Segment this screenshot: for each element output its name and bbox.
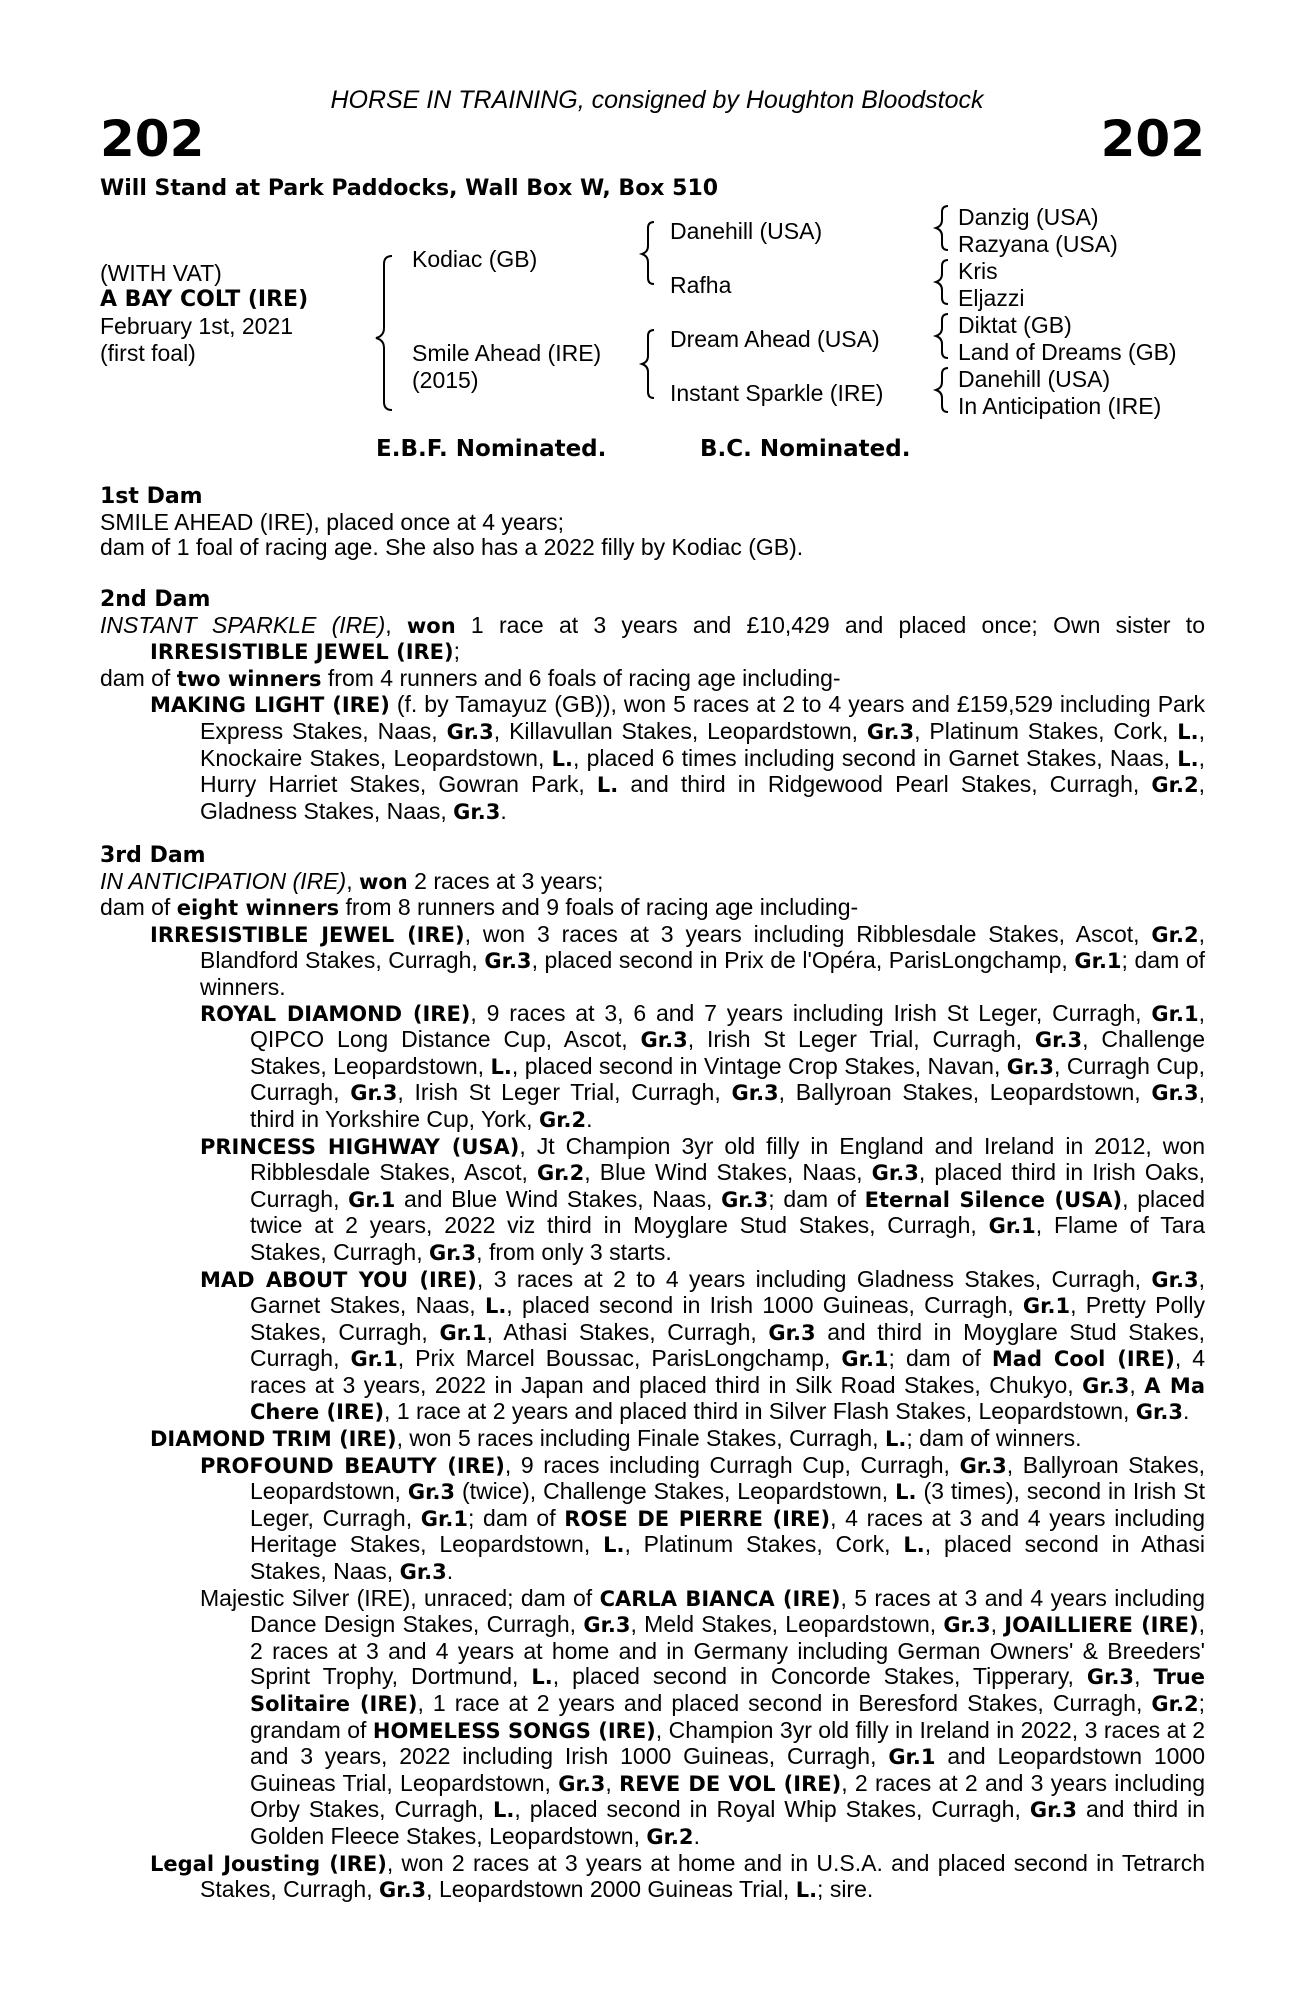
bold-term: Gr.3 (721, 1187, 769, 1212)
bold-term: L. (492, 1798, 515, 1823)
text: , Leopardstown 2000 Guineas Trial, (426, 1876, 796, 1903)
foal-note: (first foal) (100, 340, 196, 366)
bold-term: Gr.3 (1006, 1054, 1054, 1079)
text: and third in Ridgewood Pearl Stakes, Curragh, (618, 771, 1152, 798)
bold-term: L. (490, 1054, 512, 1079)
text: (3 times), second in Irish St Leger, Curragh, (250, 1478, 1205, 1531)
bold-term: Gr.2 (1151, 922, 1199, 947)
winners-count: eight winners (176, 896, 340, 921)
pedigree-sire-dam: Rafha (670, 272, 732, 298)
second-dam-entry: INSTANT SPARKLE (IRE), won 1 race at 3 years and £10,429 and placed once; Own sister to IRRESISTIBLE JEWEL (IRE); (100, 611, 1205, 665)
text: , Champion 3yr old filly in Ireland in 2022, 3 races at 2 and 3 years, 2022 including Irish 1000 Guineas, Curragh, (250, 1716, 1205, 1770)
bold-term: Gr.3 (484, 949, 532, 974)
pedigree-sire-sire: Danehill (USA) (670, 218, 823, 244)
second-dam-section (100, 587, 1205, 825)
bold-term: REVE DE VOL (IRE) (619, 1771, 842, 1796)
produce-entry (100, 1267, 1205, 1427)
bold-term: Gr.3 (407, 1480, 456, 1505)
text: , won 5 races including Finale Stakes, Curragh, (396, 1425, 885, 1452)
text: , Knockaire Stakes, Leopardstown, (200, 717, 1206, 771)
text: , 9 races including Curragh Cup, Curragh, (504, 1451, 960, 1478)
text: , 4 races at 3 years, 2022 in Japan and placed third in Silk Road Stakes, Chukyo, (250, 1345, 1206, 1398)
won-label: won (406, 613, 456, 638)
text: , QIPCO Long Distance Cup, Ascot, (250, 999, 1205, 1053)
text: , placed second in Concorde Stakes, Tipperary, (552, 1663, 1087, 1690)
bold-term: PRINCESS HIGHWAY (USA) (200, 1134, 520, 1159)
bold-term: Gr.3 (768, 1320, 816, 1345)
bold-term: Gr.1 (1022, 1294, 1071, 1319)
bold-term: Gr.2 (1151, 1692, 1199, 1716)
bold-term: Gr.1 (1151, 1001, 1199, 1026)
text: , Athasi Stakes, Curragh, (486, 1318, 769, 1345)
third-dam-section (100, 843, 1205, 1904)
text: , Challenge Stakes, Leopardstown, (250, 1026, 1206, 1079)
text: ; sire. (817, 1876, 874, 1903)
text: ; dam of (888, 1345, 992, 1372)
horse-name: MAKING LIGHT (IRE) (150, 693, 390, 718)
bold-term: L. (484, 1294, 507, 1319)
text: from 4 runners and 6 foals of racing age including- (321, 664, 841, 691)
text: and third in Moyglare Stud Stakes, Curragh, (250, 1318, 1206, 1372)
text: , Blandford Stakes, Curragh, (200, 920, 1205, 974)
bold-term: Gr.3 (1151, 1081, 1199, 1106)
bold-term: Gr.1 (1074, 949, 1122, 974)
bold-term: Gr.3 (731, 1081, 779, 1106)
text: , Blue Wind Stakes, Naas, (584, 1159, 872, 1186)
bold-term: Gr.1 (350, 1347, 398, 1372)
grade: Gr.2 (1151, 773, 1199, 798)
lot-number-right: 202 (1100, 110, 1205, 168)
text: ; dam of (768, 1185, 865, 1212)
text: , placed second in Vintage Crop Stakes, Navan, (511, 1052, 1007, 1079)
catalogue-header: HORSE IN TRAINING, consigned by Houghton Bloodstock (330, 86, 984, 114)
text: ; dam of winners. (200, 947, 1205, 1000)
section-title: 2nd Dam (100, 587, 211, 612)
pedigree-sdd: Eljazzi (958, 285, 1025, 311)
text: , Ballyroan Stakes, Leopardstown, (778, 1079, 1152, 1106)
bold-term: Gr.1 (420, 1506, 468, 1531)
text: dam of (100, 664, 177, 691)
text: , 2 races at 3 and 4 years at home and in Germany including German Owners' & Breeders' Sprint Trophy, Dortmund, (250, 1611, 1205, 1690)
text: , 4 races at 3 and 4 years including Heritage Stakes, Leopardstown, (250, 1504, 1205, 1558)
text: , placed 6 times including second in Garnet Stakes, Naas, (572, 744, 1178, 771)
text: ; (453, 638, 461, 665)
text: , placed second in Athasi Stakes, Naas, (250, 1531, 1205, 1585)
bc-nomination: B.C. Nominated. (700, 436, 911, 462)
text: and Blue Wind Stakes, Naas, (395, 1185, 722, 1212)
pedigree-dds: Danehill (USA) (958, 366, 1111, 392)
bold-term: True Solitaire (IRE) (250, 1665, 1206, 1716)
section-title: 1st Dam (100, 484, 203, 509)
bold-term: PROFOUND BEAUTY (IRE) (200, 1453, 505, 1478)
text: , from only 3 starts. (476, 1238, 672, 1265)
bold-term: Legal Jousting (IRE) (150, 1851, 387, 1876)
bold-term: Eternal Silence (USA) (864, 1187, 1123, 1212)
text: , 2 races at 2 and 3 years including Orby Stakes, Curragh, (250, 1769, 1206, 1823)
text: . (693, 1822, 700, 1849)
pedigree-sire: Kodiac (GB) (412, 246, 538, 272)
first-dam-line: SMILE AHEAD (IRE), placed once at 4 years; (100, 508, 565, 535)
bold-term: Gr.2 (646, 1824, 694, 1849)
pedigree-dsd: Land of Dreams (GB) (958, 339, 1177, 365)
produce-entry (100, 1586, 1205, 1851)
won-label: won (358, 869, 408, 894)
produce-entry (100, 922, 1205, 1001)
grade: Gr.3 (866, 719, 915, 744)
grade: L. (596, 773, 619, 798)
text: and third in Golden Fleece Stakes, Leopardstown, (250, 1796, 1205, 1849)
grade: L. (1177, 746, 1199, 771)
text: , 9 races at 3, 6 and 7 years including Irish St Leger, Curragh, (470, 999, 1152, 1026)
bold-term: HOMELESS SONGS (IRE) (372, 1718, 656, 1743)
bold-term: Gr.3 (943, 1613, 991, 1638)
bold-term: Gr.1 (988, 1214, 1036, 1239)
dam-name: INSTANT SPARKLE (IRE) (100, 611, 386, 638)
text: , Gladness Stakes, Naas, (200, 771, 1205, 824)
bold-term: Gr.1 (439, 1320, 487, 1345)
text: , placed twice at 2 years, 2022 viz third in Moyglare Stud Stakes, Curragh, (250, 1185, 1206, 1239)
bold-term: Gr.2 (538, 1107, 587, 1132)
ebf-nomination: E.B.F. Nominated. (376, 436, 607, 462)
bold-term: Gr.2 (537, 1161, 585, 1186)
pedigree-dam-year: (2015) (412, 367, 479, 393)
text: (twice), Challenge Stakes, Leopardstown, (455, 1478, 896, 1505)
produce-entry (100, 1851, 1205, 1904)
pedigree-dss: Diktat (GB) (958, 312, 1072, 338)
text: ; dam of (467, 1504, 565, 1531)
bold-term: MAD ABOUT YOU (IRE) (200, 1267, 477, 1292)
text: , Hurry Harriet Stakes, Gowran Park, (200, 744, 1205, 798)
text: , (1134, 1663, 1154, 1690)
bold-term: Gr.3 (1151, 1267, 1199, 1292)
bold-term: Gr.3 (428, 1240, 477, 1265)
text: , placed second in Irish 1000 Guineas, Curragh, (506, 1292, 1023, 1319)
grade: L. (551, 746, 573, 771)
foaling-date: February 1st, 2021 (100, 313, 294, 339)
grade: Gr.3 (446, 719, 494, 744)
text: , won 3 races at 3 years including Ribblesdale Stakes, Ascot, (464, 920, 1152, 947)
text: , Garnet Stakes, Naas, (250, 1265, 1205, 1319)
text: , (990, 1611, 1005, 1638)
bold-term: Gr.3 (640, 1028, 688, 1053)
text: 2 races at 3 years; (407, 867, 604, 894)
bold-term: Gr.1 (841, 1347, 889, 1372)
winners-count: two winners (176, 666, 322, 691)
bold-term: Gr.3 (1029, 1798, 1078, 1823)
pedigree-sds: Kris (958, 258, 998, 284)
text: , 3 races at 2 to 4 years including Gladness Stakes, Curragh, (476, 1265, 1152, 1292)
grade: Gr.3 (453, 799, 501, 824)
bold-term: Gr.3 (378, 1878, 427, 1903)
text: and Leopardstown 1000 Guineas Trial, Leopardstown, (250, 1743, 1206, 1796)
bold-term: ROYAL DIAMOND (IRE) (200, 1001, 471, 1026)
bold-term: Gr.3 (350, 1081, 398, 1106)
text: 1 race at 3 years and £10,429 and placed once; Own sister to (455, 611, 1205, 638)
text: Majestic Silver (IRE), unraced; dam of (200, 1584, 600, 1611)
text: . (586, 1105, 593, 1132)
first-dam-section (100, 484, 1205, 561)
bold-term: IRRESISTIBLE JEWEL (IRE) (150, 922, 465, 947)
produce-entry (100, 1001, 1205, 1134)
produce-entry (100, 692, 1205, 825)
text: , Jt Champion 3yr old filly in England and Ireland in 2012, won Ribblesdale Stakes, Ascot, (250, 1132, 1205, 1186)
lot-name: A BAY COLT (IRE) (100, 287, 309, 312)
text: , Platinum Stakes, Cork, (624, 1531, 904, 1558)
text: from 8 runners and 9 foals of racing age including- (339, 894, 859, 921)
pedigree-dam-sire: Dream Ahead (USA) (670, 326, 880, 352)
text: (f. by Tamayuz (GB)), won 5 races at 2 to 4 years and £159,529 including Park Express Stakes, Naas, (200, 691, 1205, 744)
text: , 1 race at 2 years and placed second in Beresford Stakes, Curragh, (417, 1690, 1152, 1716)
bold-term: L. (603, 1533, 625, 1558)
text: , Meld Stakes, Leopardstown, (630, 1611, 944, 1638)
text: , placed third in Irish Oaks, Curragh, (250, 1159, 1205, 1212)
bold-term: Mad Cool (IRE) (991, 1347, 1175, 1372)
vat-label: (WITH VAT) (100, 260, 222, 286)
text: , Irish St Leger Trial, Curragh, (397, 1079, 732, 1106)
text: , Platinum Stakes, Cork, (914, 717, 1178, 744)
bold-term: ROSE DE PIERRE (IRE) (564, 1506, 831, 1531)
stand-location: Will Stand at Park Paddocks, Wall Box W, Box 510 (100, 176, 719, 201)
bold-term: DIAMOND TRIM (IRE) (150, 1427, 397, 1452)
text: . (446, 1558, 454, 1585)
text: , placed second in Prix de l'Opéra, ParisLongchamp, (531, 947, 1075, 974)
text: , (1129, 1371, 1145, 1398)
bold-term: Gr.3 (399, 1560, 447, 1585)
bold-term: L. (903, 1533, 925, 1558)
bold-term: Gr.3 (1135, 1400, 1183, 1425)
text: , (605, 1769, 620, 1796)
bold-term: Gr.3 (871, 1161, 919, 1186)
grade: L. (1177, 719, 1199, 744)
text: , placed second in Royal Whip Stakes, Curragh, (514, 1796, 1030, 1823)
bold-term: L. (795, 1878, 818, 1903)
bold-term: Gr.3 (1082, 1373, 1130, 1398)
bold-term: JOAILLIERE (IRE) (1004, 1613, 1199, 1638)
lot-number-left: 202 (100, 110, 205, 168)
bold-term: Gr.3 (1034, 1028, 1083, 1053)
section-title: 3rd Dam (100, 843, 206, 868)
produce-entry (100, 1134, 1205, 1267)
bold-term: CARLA BIANCA (IRE) (599, 1586, 841, 1611)
text: ; grandam of (250, 1690, 1205, 1743)
pedigree-sss: Danzig (USA) (958, 204, 1099, 230)
text: , Irish St Leger Trial, Curragh, (687, 1026, 1035, 1053)
produce-entry (100, 1453, 1205, 1586)
dam-name: IN ANTICIPATION (IRE) (100, 867, 347, 894)
bold-term: Gr.3 (583, 1613, 631, 1638)
pedigree-dam-dam: Instant Sparkle (IRE) (670, 380, 884, 406)
horse-name: IRRESISTIBLE JEWEL (IRE) (150, 640, 454, 665)
pedigree-dam: Smile Ahead (IRE) (412, 340, 602, 366)
text: , Killavullan Stakes, Leopardstown, (493, 717, 867, 744)
text: , Prix Marcel Boussac, ParisLongchamp, (397, 1345, 842, 1372)
text: , Pretty Polly Stakes, Curragh, (250, 1292, 1205, 1345)
second-dam-produce-line (100, 666, 1205, 693)
text: , Curragh Cup, Curragh, (250, 1052, 1205, 1106)
bold-term: Gr.1 (888, 1745, 936, 1770)
produce-entry (100, 1426, 1205, 1453)
text: ; dam of winners. (906, 1425, 1082, 1452)
first-dam-line: dam of 1 foal of racing age. She also has a 2022 filly by Kodiac (GB). (100, 534, 804, 561)
text: . (1182, 1398, 1190, 1425)
text: , won 2 races at 3 years at home and in U.S.A. and placed second in Tetrarch Stakes, Curragh, (200, 1849, 1205, 1903)
third-dam-entry: IN ANTICIPATION (IRE), won 2 races at 3 years; (100, 867, 604, 894)
pedigree-ssd: Razyana (USA) (958, 231, 1118, 257)
bold-term: Gr.3 (558, 1771, 606, 1796)
bold-term: Gr.1 (348, 1187, 396, 1212)
third-dam-produce-line (100, 895, 1205, 922)
bold-term: A Ma Chere (IRE) (250, 1373, 1206, 1425)
text: , third in Yorkshire Cup, York, (250, 1079, 1206, 1132)
bold-term: L. (895, 1480, 917, 1505)
text: , Flame of Tara Stakes, Curragh, (250, 1212, 1205, 1265)
bold-term: L. (884, 1427, 907, 1452)
text: , 5 races at 3 and 4 years including Dance Design Stakes, Curragh, (250, 1584, 1205, 1638)
bold-term: Gr.3 (1086, 1665, 1135, 1690)
bold-term: L. (531, 1665, 553, 1690)
bold-term: Gr.3 (959, 1453, 1007, 1478)
text: , Ballyroan Stakes, Leopardstown, (250, 1451, 1205, 1505)
pedigree-ddd: In Anticipation (IRE) (958, 393, 1162, 419)
text: dam of (100, 894, 177, 921)
text: , 1 race at 2 years and placed third in Silver Flash Stakes, Leopardstown, (384, 1398, 1136, 1425)
text: . (500, 797, 507, 824)
